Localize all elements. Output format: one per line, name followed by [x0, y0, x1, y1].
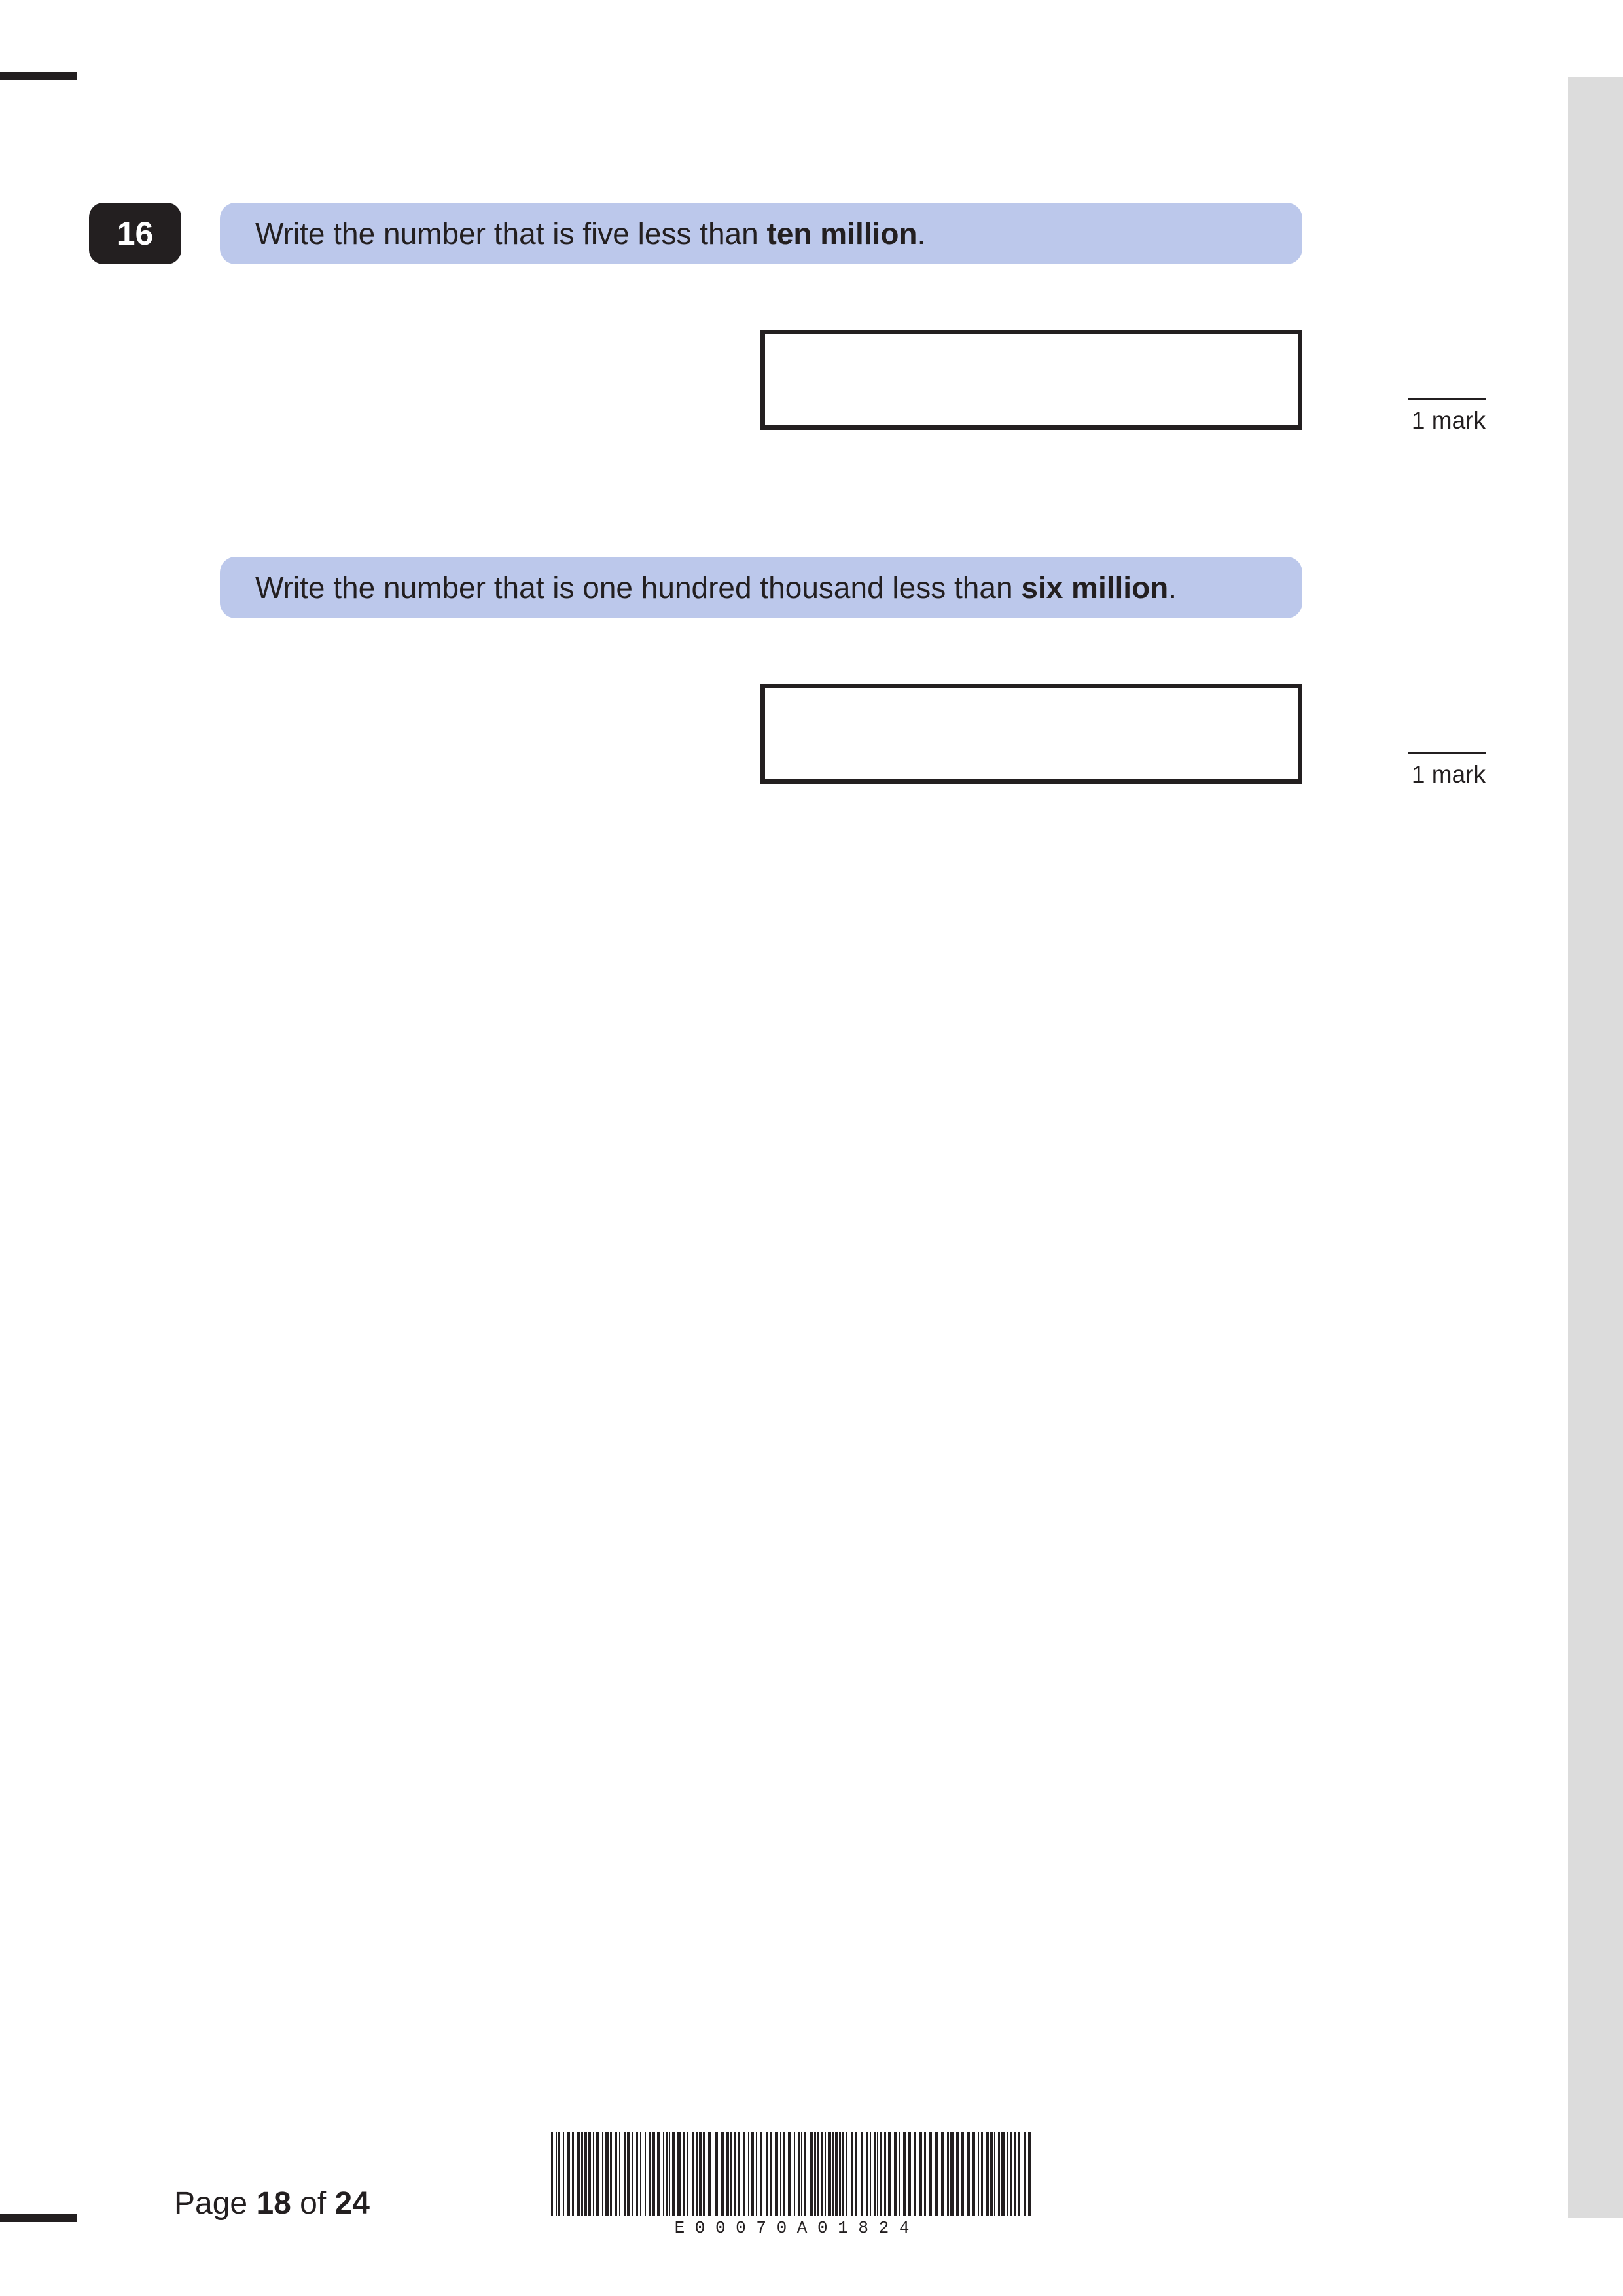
barcode-bar	[981, 2132, 983, 2216]
barcode-bar	[941, 2132, 944, 2216]
question-prompt-b	[220, 557, 1302, 618]
barcode-bar	[935, 2132, 938, 2216]
barcode-bar	[677, 2132, 681, 2216]
barcode-bar	[730, 2132, 732, 2216]
barcode-bar	[572, 2132, 574, 2216]
barcode-bar	[861, 2132, 863, 2216]
barcode-bar	[855, 2132, 857, 2216]
barcode-bar	[794, 2132, 795, 2216]
barcode-bar	[851, 2132, 853, 2216]
barcode-bar	[986, 2132, 989, 2216]
barcode-bar	[842, 2132, 844, 2216]
page-word: Page	[174, 2186, 257, 2221]
barcode-bar	[593, 2132, 594, 2216]
barcode-bar	[615, 2132, 617, 2216]
barcode-bar	[929, 2132, 932, 2216]
barcode-bar	[880, 2132, 882, 2216]
barcode-bar	[801, 2132, 802, 2216]
barcode-bar	[908, 2132, 911, 2216]
barcode-bar	[699, 2132, 702, 2216]
barcode-bar	[696, 2132, 698, 2216]
mark-rule-b	[1408, 752, 1486, 754]
barcode-bar	[832, 2132, 834, 2216]
crop-mark-top	[0, 72, 77, 80]
barcode-bar	[743, 2132, 745, 2216]
crop-mark-bottom	[0, 2214, 77, 2222]
barcode-bar	[669, 2132, 670, 2216]
barcode-bar	[738, 2132, 740, 2216]
barcode-bar	[645, 2132, 646, 2216]
barcode-bar	[903, 2132, 906, 2216]
barcode-bar	[947, 2132, 949, 2216]
barcode-bar	[798, 2132, 800, 2216]
margin-strip	[1568, 77, 1623, 2218]
barcode-bar	[780, 2132, 781, 2216]
barcode-bar	[884, 2132, 886, 2216]
question-prompt-a	[220, 203, 1302, 264]
barcode	[550, 2132, 1034, 2236]
barcode-bar	[687, 2132, 688, 2216]
barcode-bar	[874, 2132, 876, 2216]
barcode-text: E 0 0 0 7 0 A 0 1 8 2 4	[674, 2218, 910, 2236]
barcode-bar	[627, 2132, 630, 2216]
barcode-bar	[666, 2132, 668, 2216]
prompt-a-end: .	[917, 217, 926, 251]
barcode-bar	[734, 2132, 736, 2216]
page-number	[174, 2185, 370, 2221]
page-total: 24	[334, 2186, 370, 2221]
barcode-bar	[652, 2132, 655, 2216]
prompt-a-bold: ten million	[766, 217, 918, 251]
prompt-a-text: Write the number that is five less than	[255, 217, 758, 251]
barcode-bar	[956, 2132, 959, 2216]
barcode-bar	[994, 2132, 995, 2216]
page-of: of	[291, 2186, 335, 2221]
barcode-bar	[610, 2132, 612, 2216]
barcode-bar	[1018, 2132, 1020, 2216]
barcode-bar	[888, 2132, 891, 2216]
barcode-bar	[683, 2132, 685, 2216]
barcode-bar	[870, 2132, 871, 2216]
barcode-bar	[563, 2132, 564, 2216]
barcode-bar	[760, 2132, 762, 2216]
barcode-bar	[1001, 2132, 1005, 2216]
barcode-bar	[692, 2132, 694, 2216]
barcode-bar	[967, 2132, 970, 2216]
barcode-bar	[825, 2132, 826, 2216]
barcode-bar	[721, 2132, 724, 2216]
barcode-bar	[605, 2132, 609, 2216]
barcode-bar	[817, 2132, 819, 2216]
barcode-bar	[950, 2132, 954, 2216]
barcode-bar	[978, 2132, 979, 2216]
mark-label-a: 1 mark	[1411, 407, 1486, 434]
prompt-b-text: Write the number that is one hundred thousand less than	[255, 571, 1013, 605]
barcode-bar	[640, 2132, 641, 2216]
barcode-bar	[810, 2132, 813, 2216]
barcode-bar	[584, 2132, 587, 2216]
barcode-bar	[924, 2132, 926, 2216]
barcode-bar	[846, 2132, 847, 2216]
barcode-bar	[814, 2132, 816, 2216]
barcode-bar	[551, 2132, 553, 2216]
page-current: 18	[256, 2186, 291, 2221]
barcode-bar	[577, 2132, 580, 2216]
barcode-bar	[751, 2132, 754, 2216]
mark-label-b: 1 mark	[1411, 761, 1486, 788]
barcode-bar	[1028, 2132, 1031, 2216]
barcode-bar	[839, 2132, 841, 2216]
barcode-bar	[1024, 2132, 1026, 2216]
barcode-bar	[567, 2132, 570, 2216]
barcode-bar	[558, 2132, 560, 2216]
barcode-bar	[866, 2132, 868, 2216]
barcode-bar	[914, 2132, 916, 2216]
barcode-bar	[581, 2132, 583, 2216]
mark-rule-a	[1408, 398, 1486, 400]
barcode-bar	[636, 2132, 638, 2216]
barcode-bar	[972, 2132, 975, 2216]
barcode-bar	[657, 2132, 660, 2216]
barcode-bar	[766, 2132, 768, 2216]
barcode-bar	[756, 2132, 757, 2216]
barcode-bar	[703, 2132, 705, 2216]
barcode-bar	[708, 2132, 711, 2216]
barcode-bar	[835, 2132, 838, 2216]
barcode-bar	[998, 2132, 1000, 2216]
barcode-bar	[961, 2132, 964, 2216]
barcode-bar	[788, 2132, 791, 2216]
barcode-bar	[649, 2132, 651, 2216]
barcode-bar	[748, 2132, 749, 2216]
prompt-b-end: .	[1168, 571, 1177, 605]
prompt-b-bold: six million	[1021, 571, 1169, 605]
barcode-bar	[828, 2132, 831, 2216]
barcode-bar	[990, 2132, 993, 2216]
barcode-bar	[715, 2132, 718, 2216]
barcode-bar	[619, 2132, 620, 2216]
barcode-bars	[551, 2132, 1031, 2216]
barcode-bar	[596, 2132, 599, 2216]
barcode-bar	[663, 2132, 664, 2216]
barcode-bar	[783, 2132, 785, 2216]
barcode-bar	[1014, 2132, 1016, 2216]
barcode-bar	[919, 2132, 922, 2216]
barcode-bar	[770, 2132, 772, 2216]
barcode-bar	[821, 2132, 823, 2216]
barcode-bar	[899, 2132, 900, 2216]
barcode-bar	[624, 2132, 626, 2216]
barcode-bar	[588, 2132, 591, 2216]
barcode-bar	[877, 2132, 878, 2216]
barcode-bar	[602, 2132, 603, 2216]
barcode-bar	[1007, 2132, 1008, 2216]
barcode-bar	[726, 2132, 729, 2216]
barcode-bar	[672, 2132, 675, 2216]
barcode-bar	[632, 2132, 633, 2216]
barcode-bar	[804, 2132, 806, 2216]
answer-box-b[interactable]	[760, 684, 1302, 784]
question-number-badge: 16	[89, 203, 181, 264]
barcode-bar	[894, 2132, 897, 2216]
barcode-bar	[556, 2132, 557, 2216]
barcode-bar	[1010, 2132, 1012, 2216]
barcode-bar	[775, 2132, 778, 2216]
answer-box-a[interactable]	[760, 330, 1302, 430]
